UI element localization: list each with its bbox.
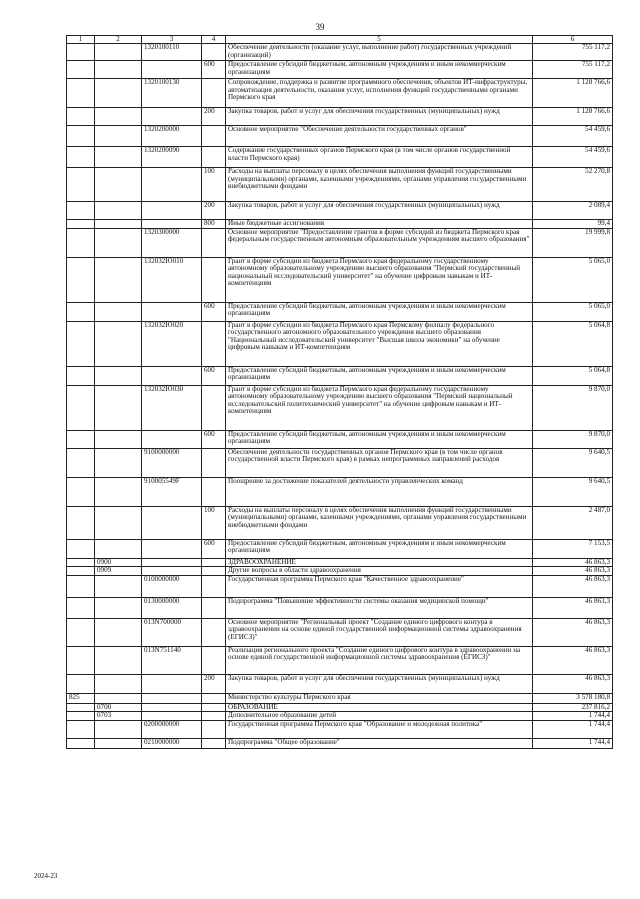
table-row xyxy=(67,79,613,108)
col1-cell xyxy=(67,738,95,748)
col4-type-cell: 600 xyxy=(202,539,226,558)
col3-code-cell: 1320100130 xyxy=(142,79,202,108)
col3-code-cell: 1320100110 xyxy=(142,44,202,61)
col1-cell xyxy=(67,674,95,693)
col5-name-cell: Предоставление субсидий бюджетным, автономным учреждениям и иным некоммерческим организациям xyxy=(226,430,533,448)
col1-cell xyxy=(67,321,95,366)
col3-code-cell: 013N700000 xyxy=(142,618,202,646)
table-row xyxy=(67,202,613,220)
col6-amount-cell: 7 153,5 xyxy=(533,539,613,558)
col3-code-cell: 910005549F xyxy=(142,477,202,506)
col4-type-cell: 800 xyxy=(202,220,226,228)
col2-cell xyxy=(95,506,142,539)
col6-amount-cell: 755 117,2 xyxy=(533,61,613,79)
col4-type-cell: 200 xyxy=(202,674,226,693)
col4-type-cell xyxy=(202,618,226,646)
header-cell: 3 xyxy=(142,36,202,44)
table-row xyxy=(67,61,613,79)
header-cell: 4 xyxy=(202,36,226,44)
col3-code-cell xyxy=(142,220,202,228)
col5-name-cell: Государственная программа Пермского края "Качественное здравоохранение" xyxy=(226,575,533,597)
col6-amount-cell: 1 744,4 xyxy=(533,738,613,748)
col6-amount-cell: 9 870,0 xyxy=(533,430,613,448)
col2-cell xyxy=(95,79,142,108)
col4-type-cell xyxy=(202,257,226,302)
col6-amount-cell: 9 870,0 xyxy=(533,385,613,430)
col5-name-cell: Основное мероприятие "Предоставление грантов в форме субсидий из бюджета Пермского края федеральным государственным автономным образовательным учреждениям высшего образования" xyxy=(226,228,533,257)
col6-amount-cell: 1 744,4 xyxy=(533,712,613,720)
col6-amount-cell: 46 863,3 xyxy=(533,597,613,618)
table-row xyxy=(67,220,613,228)
col4-type-cell xyxy=(202,44,226,61)
col2-cell xyxy=(95,302,142,321)
col2-cell xyxy=(95,108,142,126)
col2-cell: 0703 xyxy=(95,712,142,720)
col6-amount-cell: 46 863,3 xyxy=(533,575,613,597)
table-row xyxy=(67,738,613,748)
col5-name-cell: Предоставление субсидий бюджетным, автономным учреждениям и иным некоммерческим организациям xyxy=(226,61,533,79)
table-row xyxy=(67,646,613,674)
col1-cell xyxy=(67,703,95,711)
col4-type-cell xyxy=(202,147,226,168)
col6-amount-cell: 1 744,4 xyxy=(533,720,613,738)
col1-cell xyxy=(67,646,95,674)
table-row xyxy=(67,558,613,566)
col3-code-cell xyxy=(142,703,202,711)
table-row xyxy=(67,126,613,147)
col3-code-cell xyxy=(142,567,202,575)
col1-cell xyxy=(67,477,95,506)
col3-code-cell xyxy=(142,202,202,220)
col1-cell xyxy=(67,366,95,385)
budget-table xyxy=(66,35,613,749)
col2-cell xyxy=(95,477,142,506)
col4-type-cell: 100 xyxy=(202,168,226,202)
col5-name-cell: Реализация регионального проекта "Создание единого цифрового контура в здравоохранении на основе единой государственной информационной системы здравоохранения (ЕГИСЗ)" xyxy=(226,646,533,674)
col6-amount-cell: 54 459,6 xyxy=(533,126,613,147)
col1-cell xyxy=(67,597,95,618)
col5-name-cell: Предоставление субсидий бюджетным, автономным учреждениям и иным некоммерческим организациям xyxy=(226,366,533,385)
col3-code-cell xyxy=(142,168,202,202)
col2-cell xyxy=(95,646,142,674)
col4-type-cell xyxy=(202,597,226,618)
col1-cell xyxy=(67,302,95,321)
col1-cell xyxy=(67,202,95,220)
col6-amount-cell: 3 578 180,8 xyxy=(533,693,613,703)
col5-name-cell: Закупка товаров, работ и услуг для обеспечения государственных (муниципальных) нужд xyxy=(226,108,533,126)
col6-amount-cell: 755 117,2 xyxy=(533,44,613,61)
col2-cell xyxy=(95,674,142,693)
col4-type-cell: 600 xyxy=(202,366,226,385)
col6-amount-cell: 5 065,0 xyxy=(533,257,613,302)
col3-code-cell: 0100000000 xyxy=(142,575,202,597)
table-row xyxy=(67,720,613,738)
table-row xyxy=(67,168,613,202)
col1-cell xyxy=(67,220,95,228)
col1-cell: 825 xyxy=(67,693,95,703)
col3-code-cell: 132032Ю020 xyxy=(142,321,202,366)
col5-name-cell: ЗДРАВООХРАНЕНИЕ xyxy=(226,558,533,566)
col3-code-cell: 1320200090 xyxy=(142,147,202,168)
header-cell: 2 xyxy=(95,36,142,44)
col6-amount-cell: 5 065,0 xyxy=(533,302,613,321)
col2-cell xyxy=(95,321,142,366)
col5-name-cell: ОБРАЗОВАНИЕ xyxy=(226,703,533,711)
col1-cell xyxy=(67,618,95,646)
col6-amount-cell: 2 487,0 xyxy=(533,506,613,539)
col1-cell xyxy=(67,712,95,720)
col6-amount-cell: 1 128 766,6 xyxy=(533,79,613,108)
col5-name-cell: Содержание государственных органов Пермского края (в том числе органов государственной власти Пермского края) xyxy=(226,147,533,168)
col4-type-cell: 600 xyxy=(202,430,226,448)
col2-cell xyxy=(95,202,142,220)
col4-type-cell xyxy=(202,448,226,477)
col3-code-cell: 132032Ю010 xyxy=(142,257,202,302)
col5-name-cell: Поощрение за достижение показателей деятельности управленческих команд xyxy=(226,477,533,506)
col5-name-cell: Основное мероприятие "Обеспечение деятельности государственных органов" xyxy=(226,126,533,147)
col3-code-cell xyxy=(142,61,202,79)
col6-amount-cell: 9 640,5 xyxy=(533,477,613,506)
table-row xyxy=(67,575,613,597)
table-row xyxy=(67,302,613,321)
col6-amount-cell: 19 999,8 xyxy=(533,228,613,257)
col5-name-cell: Дополнительное образование детей xyxy=(226,712,533,720)
col4-type-cell xyxy=(202,720,226,738)
col4-type-cell xyxy=(202,79,226,108)
col6-amount-cell: 237 816,2 xyxy=(533,703,613,711)
col1-cell xyxy=(67,79,95,108)
col6-amount-cell: 1 128 766,6 xyxy=(533,108,613,126)
col2-cell xyxy=(95,575,142,597)
col6-amount-cell: 9 640,5 xyxy=(533,448,613,477)
table-row xyxy=(67,385,613,430)
col5-name-cell: Расходы на выплаты персоналу в целях обеспечения выполнения функций государственными (муниципальными) органами, казенными учреждениями, органами управления государственными внебюджетными фондами xyxy=(226,506,533,539)
col5-name-cell: Закупка товаров, работ и услуг для обеспечения государственных (муниципальных) нужд xyxy=(226,202,533,220)
col4-type-cell xyxy=(202,693,226,703)
col5-name-cell: Государственная программа Пермского края "Образование и молодежная политика" xyxy=(226,720,533,738)
header-cell: 1 xyxy=(67,36,95,44)
table-row xyxy=(67,366,613,385)
col4-type-cell xyxy=(202,477,226,506)
col1-cell xyxy=(67,147,95,168)
col2-cell xyxy=(95,257,142,302)
col3-code-cell xyxy=(142,430,202,448)
col2-cell xyxy=(95,228,142,257)
col5-name-cell: Предоставление субсидий бюджетным, автономным учреждениям и иным некоммерческим организациям xyxy=(226,539,533,558)
col4-type-cell xyxy=(202,646,226,674)
col2-cell: 0900 xyxy=(95,558,142,566)
table-row xyxy=(67,693,613,703)
col5-name-cell: Министерство культуры Пермского края xyxy=(226,693,533,703)
col4-type-cell xyxy=(202,321,226,366)
col3-code-cell xyxy=(142,558,202,566)
col1-cell xyxy=(67,430,95,448)
col6-amount-cell: 46 863,3 xyxy=(533,618,613,646)
col1-cell xyxy=(67,575,95,597)
col5-name-cell: Другие вопросы в области здравоохранения xyxy=(226,567,533,575)
col4-type-cell: 100 xyxy=(202,506,226,539)
col4-type-cell xyxy=(202,558,226,566)
col6-amount-cell: 52 270,8 xyxy=(533,168,613,202)
table-row xyxy=(67,321,613,366)
col3-code-cell xyxy=(142,674,202,693)
col2-cell: 0700 xyxy=(95,703,142,711)
col6-amount-cell: 99,4 xyxy=(533,220,613,228)
col2-cell xyxy=(95,126,142,147)
col2-cell: 0909 xyxy=(95,567,142,575)
col3-code-cell xyxy=(142,712,202,720)
col1-cell xyxy=(67,108,95,126)
col1-cell xyxy=(67,506,95,539)
col4-type-cell: 200 xyxy=(202,202,226,220)
table-row xyxy=(67,539,613,558)
col5-name-cell: Основное мероприятие "Региональный проект "Создание единого цифрового контура в здравоохранении на основе единой государственной информационной системы здравоохранения (ЕГИСЗ)" xyxy=(226,618,533,646)
col3-code-cell: 013N751140 xyxy=(142,646,202,674)
col1-cell xyxy=(67,126,95,147)
col1-cell xyxy=(67,539,95,558)
header-cell: 6 xyxy=(533,36,613,44)
col4-type-cell xyxy=(202,228,226,257)
col3-code-cell: 132032Ю030 xyxy=(142,385,202,430)
col3-code-cell xyxy=(142,366,202,385)
col3-code-cell: 0130000000 xyxy=(142,597,202,618)
col5-name-cell: Грант в форме субсидии из бюджета Пермского края федеральному государственному автономному образовательному учреждению высшего образования "Пермский национальный исследовательский политехнический университет" на обучение цифровым навыкам и ИТ-компетенциям xyxy=(226,385,533,430)
table-row xyxy=(67,703,613,711)
col1-cell xyxy=(67,61,95,79)
col3-code-cell: 1320200000 xyxy=(142,126,202,147)
col2-cell xyxy=(95,430,142,448)
col2-cell xyxy=(95,693,142,703)
col3-code-cell xyxy=(142,108,202,126)
table-row xyxy=(67,597,613,618)
col6-amount-cell: 46 863,3 xyxy=(533,567,613,575)
col4-type-cell xyxy=(202,703,226,711)
table-row xyxy=(67,147,613,168)
col2-cell xyxy=(95,147,142,168)
col4-type-cell xyxy=(202,126,226,147)
col3-code-cell: 0210000000 xyxy=(142,738,202,748)
col1-cell xyxy=(67,228,95,257)
col5-name-cell: Обеспечение деятельности государственных органов Пермского края (в том числе органов государственной власти Пермского края) в рамках непрограммных направлений расходов xyxy=(226,448,533,477)
table-row xyxy=(67,674,613,693)
table-row xyxy=(67,567,613,575)
col6-amount-cell: 5 064,8 xyxy=(533,321,613,366)
col4-type-cell xyxy=(202,567,226,575)
table-row xyxy=(67,228,613,257)
col1-cell xyxy=(67,44,95,61)
col2-cell xyxy=(95,448,142,477)
col6-amount-cell: 46 863,3 xyxy=(533,646,613,674)
table-row xyxy=(67,477,613,506)
col2-cell xyxy=(95,44,142,61)
footer-code: 2024-23 xyxy=(34,872,58,880)
col2-cell xyxy=(95,738,142,748)
col2-cell xyxy=(95,366,142,385)
col4-type-cell: 600 xyxy=(202,61,226,79)
table-row xyxy=(67,712,613,720)
col1-cell xyxy=(67,720,95,738)
col1-cell xyxy=(67,558,95,566)
col5-name-cell: Расходы на выплаты персоналу в целях обеспечения выполнения функций государственными (муниципальными) органами, казенными учреждениями, органами управления государственными внебюджетными фондами xyxy=(226,168,533,202)
table-row xyxy=(67,108,613,126)
col4-type-cell xyxy=(202,738,226,748)
col3-code-cell: 1320300000 xyxy=(142,228,202,257)
col3-code-cell: 0200000000 xyxy=(142,720,202,738)
col2-cell xyxy=(95,597,142,618)
col4-type-cell xyxy=(202,385,226,430)
header-row xyxy=(67,36,613,44)
col6-amount-cell: 54 459,6 xyxy=(533,147,613,168)
col1-cell xyxy=(67,448,95,477)
col3-code-cell xyxy=(142,302,202,321)
page-number: 39 xyxy=(315,22,325,32)
col5-name-cell: Грант в форме субсидии из бюджета Пермского края Пермскому филиалу федерального государственного автономного образовательного учреждения высшего образования "Национальный исследовательский университет "Высшая школа экономики" на обучение цифровым навыкам и ИТ-компетенциям xyxy=(226,321,533,366)
col6-amount-cell: 46 863,3 xyxy=(533,674,613,693)
col1-cell xyxy=(67,385,95,430)
col5-name-cell: Грант в форме субсидии из бюджета Пермского края федеральному государственному автономному образовательному учреждению высшего образования "Пермский государственный национальный исследовательский университет" на обучение цифровым навыкам и ИТ-компетенциям xyxy=(226,257,533,302)
col5-name-cell: Сопровождение, поддержка и развитие программного обеспечения, объектов ИТ-инфраструктуры, автоматизация деятельности, оказания услуг, исполнения функций государственными органами Пермского края xyxy=(226,79,533,108)
table-row xyxy=(67,44,613,61)
col5-name-cell: Обеспечение деятельности (оказание услуг, выполнение работ) государственных учреждений (организаций) xyxy=(226,44,533,61)
col2-cell xyxy=(95,720,142,738)
col1-cell xyxy=(67,567,95,575)
col2-cell xyxy=(95,220,142,228)
table-row xyxy=(67,257,613,302)
table-row xyxy=(67,448,613,477)
header-cell: 5 xyxy=(226,36,533,44)
table-row xyxy=(67,430,613,448)
col4-type-cell: 200 xyxy=(202,108,226,126)
col4-type-cell: 600 xyxy=(202,302,226,321)
col2-cell xyxy=(95,168,142,202)
col5-name-cell: Закупка товаров, работ и услуг для обеспечения государственных (муниципальных) нужд xyxy=(226,674,533,693)
col3-code-cell xyxy=(142,539,202,558)
col5-name-cell: Подпрограмма "Повышение эффективности системы оказания медицинской помощи" xyxy=(226,597,533,618)
table-row xyxy=(67,506,613,539)
table-row xyxy=(67,618,613,646)
col5-name-cell: Иные бюджетные ассигнования xyxy=(226,220,533,228)
col6-amount-cell: 2 089,4 xyxy=(533,202,613,220)
col2-cell xyxy=(95,618,142,646)
col2-cell xyxy=(95,385,142,430)
col5-name-cell: Предоставление субсидий бюджетным, автономным учреждениям и иным некоммерческим организациям xyxy=(226,302,533,321)
col3-code-cell: 9100000000 xyxy=(142,448,202,477)
col6-amount-cell: 46 863,3 xyxy=(533,558,613,566)
col2-cell xyxy=(95,539,142,558)
col3-code-cell xyxy=(142,506,202,539)
col1-cell xyxy=(67,168,95,202)
col1-cell xyxy=(67,257,95,302)
col5-name-cell: Подпрограмма "Общее образование" xyxy=(226,738,533,748)
col4-type-cell xyxy=(202,712,226,720)
col6-amount-cell: 5 064,8 xyxy=(533,366,613,385)
col4-type-cell xyxy=(202,575,226,597)
col2-cell xyxy=(95,61,142,79)
col3-code-cell xyxy=(142,693,202,703)
